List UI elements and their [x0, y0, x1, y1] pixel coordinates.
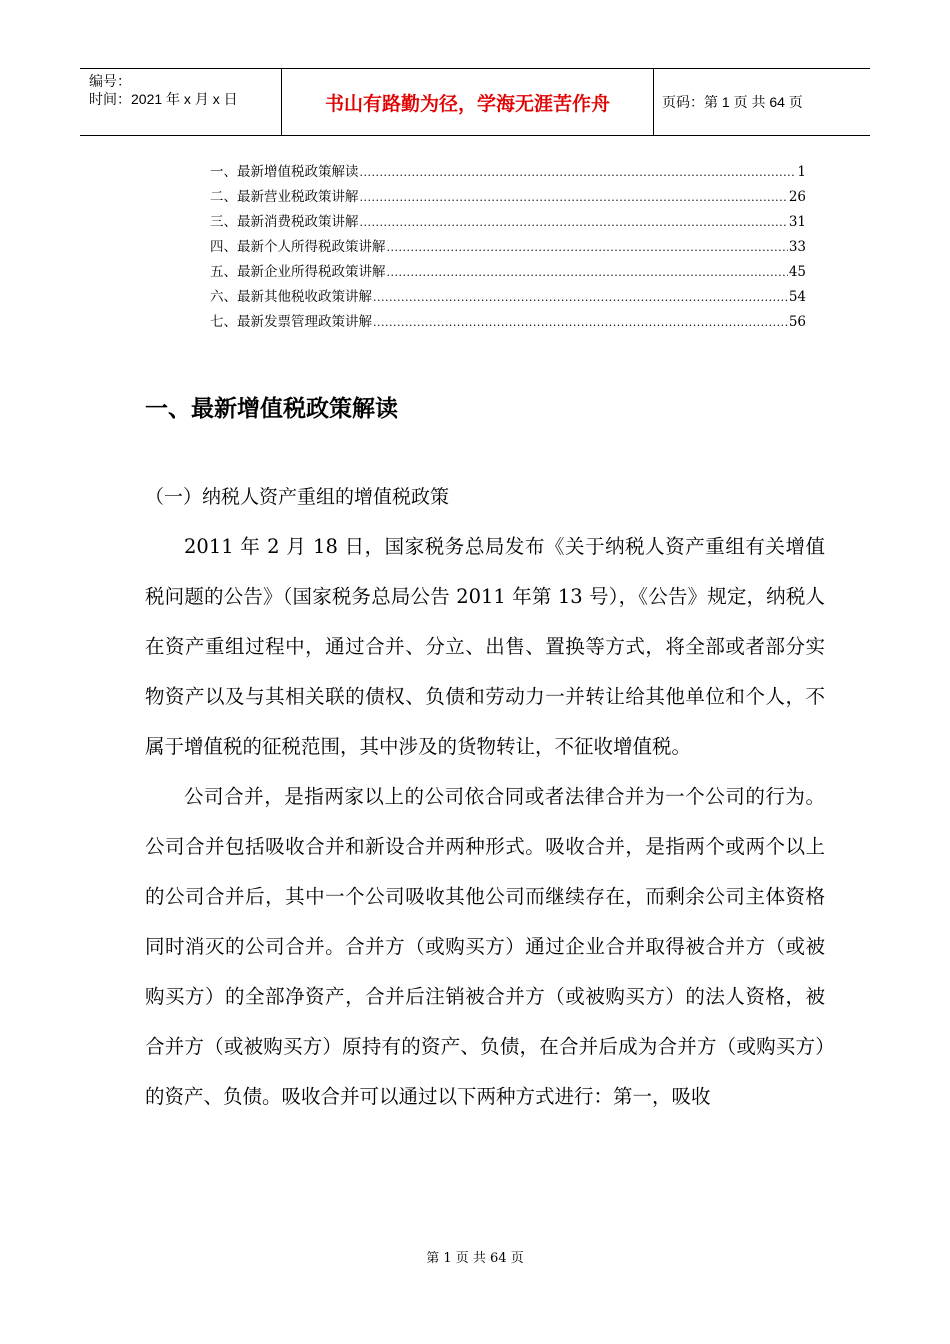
- toc-entry-page: 45: [788, 264, 806, 280]
- toc-leader: [373, 316, 788, 329]
- body-text: [145, 522, 825, 1122]
- toc-leader: [360, 191, 788, 204]
- toc-leader: [387, 266, 788, 279]
- toc-entry-title: 一、最新增值税政策解读: [210, 164, 359, 180]
- toc-entry-page: 33: [788, 239, 806, 255]
- toc-entry-page: 31: [788, 214, 806, 230]
- toc-entry-title: 四、最新个人所得税政策讲解: [210, 239, 386, 255]
- toc-entry-title: 七、最新发票管理政策讲解: [210, 314, 372, 330]
- toc-entry-page: 56: [788, 314, 806, 330]
- header-meta: [80, 69, 282, 135]
- toc-entry-title: 三、最新消费税政策讲解: [210, 214, 359, 230]
- toc-leader: [360, 216, 788, 229]
- page-footer: 第 1 页 共 64 页: [426, 1251, 524, 1266]
- table-of-contents: [210, 160, 806, 335]
- toc-entry-page: 26: [788, 189, 806, 205]
- toc-entry[interactable]: [210, 260, 806, 285]
- toc-entry[interactable]: [210, 185, 806, 210]
- subsection-title: （一）纳税人资产重组的增值税政策: [145, 486, 450, 508]
- date-label: 时间：2021 年 x 月 x 日: [89, 91, 238, 107]
- toc-entry[interactable]: [210, 235, 806, 260]
- toc-entry-title: 二、最新营业税政策讲解: [210, 189, 359, 205]
- paragraph: 公司合并，是指两家以上的公司依合同或者法律合并为一个公司的行为。公司合并包括吸收合并和新设合并两种形式。吸收合并，是指两个或两个以上的公司合并后，其中一个公司吸收其他公司而继续存在，而剩余公司主体资格同时消灭的公司合并。合并方（或购买方）通过企业合并取得被合并方（或被购买方）的全部净资产，合并后注销被合并方（或被购买方）的法人资格，被合并方（或被购买方）原持有的资产、负债，在合并后成为合并方（或购买方）的资产、负债。吸收合并可以通过以下两种方式进行：第一，吸收: [145, 785, 825, 1108]
- toc-entry-page: 54: [788, 289, 806, 305]
- paragraph: 2011 年 2 月 18 日，国家税务总局发布《关于纳税人资产重组有关增值税问题的公告》（国家税务总局公告 2011 年第 13 号），《公告》规定，纳税人在资产重组过程中，通过合并、分立、出售、置换等方式，将全部或者部分实物资产以及与其相关联的债权、负债和劳动力一并转让给其他单位和个人，不属于增值税的征税范围，其中涉及的货物转让，不征收增值税。: [145, 535, 825, 758]
- toc-entry-title: 六、最新其他税收政策讲解: [210, 289, 372, 305]
- toc-entry[interactable]: [210, 210, 806, 235]
- header-motto: 书山有路勤为径，学海无涯苦作舟: [282, 69, 654, 135]
- toc-entry[interactable]: [210, 160, 806, 185]
- toc-leader: [373, 291, 788, 304]
- section-title: 一、最新增值税政策解读: [145, 396, 398, 422]
- toc-leader: [387, 241, 788, 254]
- toc-entry[interactable]: [210, 310, 806, 335]
- toc-leader: [360, 166, 797, 179]
- serial-label: 编号：: [89, 73, 131, 89]
- toc-entry-page: 1: [797, 164, 806, 180]
- toc-entry-title: 五、最新企业所得税政策讲解: [210, 264, 386, 280]
- document-header: [80, 68, 870, 136]
- toc-entry[interactable]: [210, 285, 806, 310]
- header-page-label: 页码：第 1 页 共 64 页: [662, 94, 803, 110]
